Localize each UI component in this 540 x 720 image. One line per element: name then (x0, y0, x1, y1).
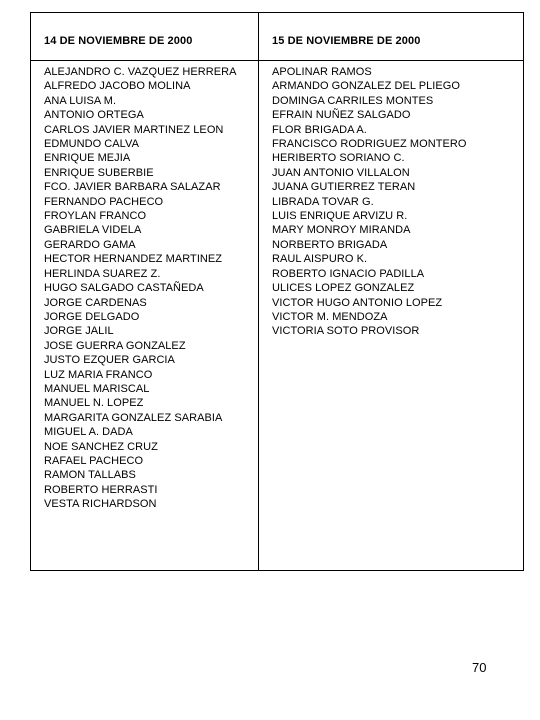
name-item: JORGE CARDENAS (44, 296, 147, 309)
name-item: ALEJANDRO C. VAZQUEZ HERRERA (44, 66, 237, 78)
name-item: LIBRADA TOVAR G. (272, 195, 374, 208)
name-item: RAFAEL PACHECO (44, 454, 144, 467)
name-item: VICTORIA SOTO PROVISOR (272, 325, 420, 338)
name-item: HERLINDA SUAREZ Z. (44, 267, 161, 280)
name-item: VESTA RICHARDSON (44, 498, 157, 511)
name-item: MARY MONROY MIRANDA (272, 224, 411, 237)
name-item: APOLINAR RAMOS (272, 66, 372, 78)
name-item: RAMON TALLABS (44, 469, 136, 482)
name-item: ENRIQUE MEJIA (44, 152, 131, 165)
name-item: GABRIELA VIDELA (44, 224, 142, 237)
name-item: MANUEL MARISCAL (44, 382, 150, 395)
name-item: JUANA GUTIERREZ TERAN (272, 181, 416, 194)
name-item: GERARDO GAMA (44, 238, 136, 251)
name-item: FRANCISCO RODRIGUEZ MONTERO (272, 138, 467, 151)
name-item: NOE SANCHEZ CRUZ (44, 440, 158, 453)
name-item: EFRAIN NUÑEZ SALGADO (272, 109, 411, 122)
name-item: RAUL AISPURO K. (272, 253, 368, 266)
name-item: HERIBERTO SORIANO C. (272, 152, 405, 165)
names-cell-nov-14 (31, 61, 259, 570)
name-item: ARMANDO GONZALEZ DEL PLIEGO (272, 80, 460, 93)
name-item: ANTONIO ORTEGA (44, 109, 144, 122)
column-header-nov-14: 14 DE NOVIEMBRE DE 2000 (31, 13, 259, 61)
attendance-table (30, 12, 524, 571)
names-cell-nov-15 (259, 61, 523, 570)
name-item: MIGUEL A. DADA (44, 426, 133, 439)
name-item: LUZ MARIA FRANCO (44, 368, 153, 381)
name-item: FROYLAN FRANCO (44, 210, 147, 223)
name-item: EDMUNDO CALVA (44, 138, 139, 151)
name-item: NORBERTO BRIGADA (272, 238, 388, 251)
name-list-nov-15 (272, 65, 523, 339)
column-header-nov-15: 15 DE NOVIEMBRE DE 2000 (259, 13, 523, 61)
name-item: MANUEL N. LOPEZ (44, 397, 144, 410)
name-list-nov-14 (44, 65, 258, 512)
name-item: FCO. JAVIER BARBARA SALAZAR (44, 181, 221, 194)
name-item: JORGE DELGADO (44, 310, 140, 323)
page-number: 70 (472, 660, 487, 675)
name-item: VICTOR M. MENDOZA (272, 310, 388, 323)
name-item: ROBERTO IGNACIO PADILLA (272, 267, 425, 280)
name-item: JOSE GUERRA GONZALEZ (44, 339, 186, 352)
name-item: ENRIQUE SUBERBIE (44, 166, 154, 179)
name-item: FLOR BRIGADA A. (272, 123, 367, 136)
name-item: FERNANDO PACHECO (44, 195, 164, 208)
name-item: CARLOS JAVIER MARTINEZ LEON (44, 123, 224, 136)
name-item: HECTOR HERNANDEZ MARTINEZ (44, 253, 223, 266)
name-item: VICTOR HUGO ANTONIO LOPEZ (272, 296, 443, 309)
name-item: ANA LUISA M. (44, 94, 117, 107)
name-item: JUSTO EZQUER GARCIA (44, 354, 175, 367)
name-item: HUGO SALGADO CASTAÑEDA (44, 282, 204, 295)
name-item: JORGE JALIL (44, 325, 114, 338)
name-item: ALFREDO JACOBO MOLINA (44, 80, 191, 93)
name-item: JUAN ANTONIO VILLALON (272, 166, 410, 179)
name-item: MARGARITA GONZALEZ SARABIA (44, 411, 223, 424)
name-item: ROBERTO HERRASTI (44, 483, 158, 496)
name-item: ULICES LOPEZ GONZALEZ (272, 282, 415, 295)
name-item: DOMINGA CARRILES MONTES (272, 94, 434, 107)
name-item: LUIS ENRIQUE ARVIZU R. (272, 210, 408, 223)
